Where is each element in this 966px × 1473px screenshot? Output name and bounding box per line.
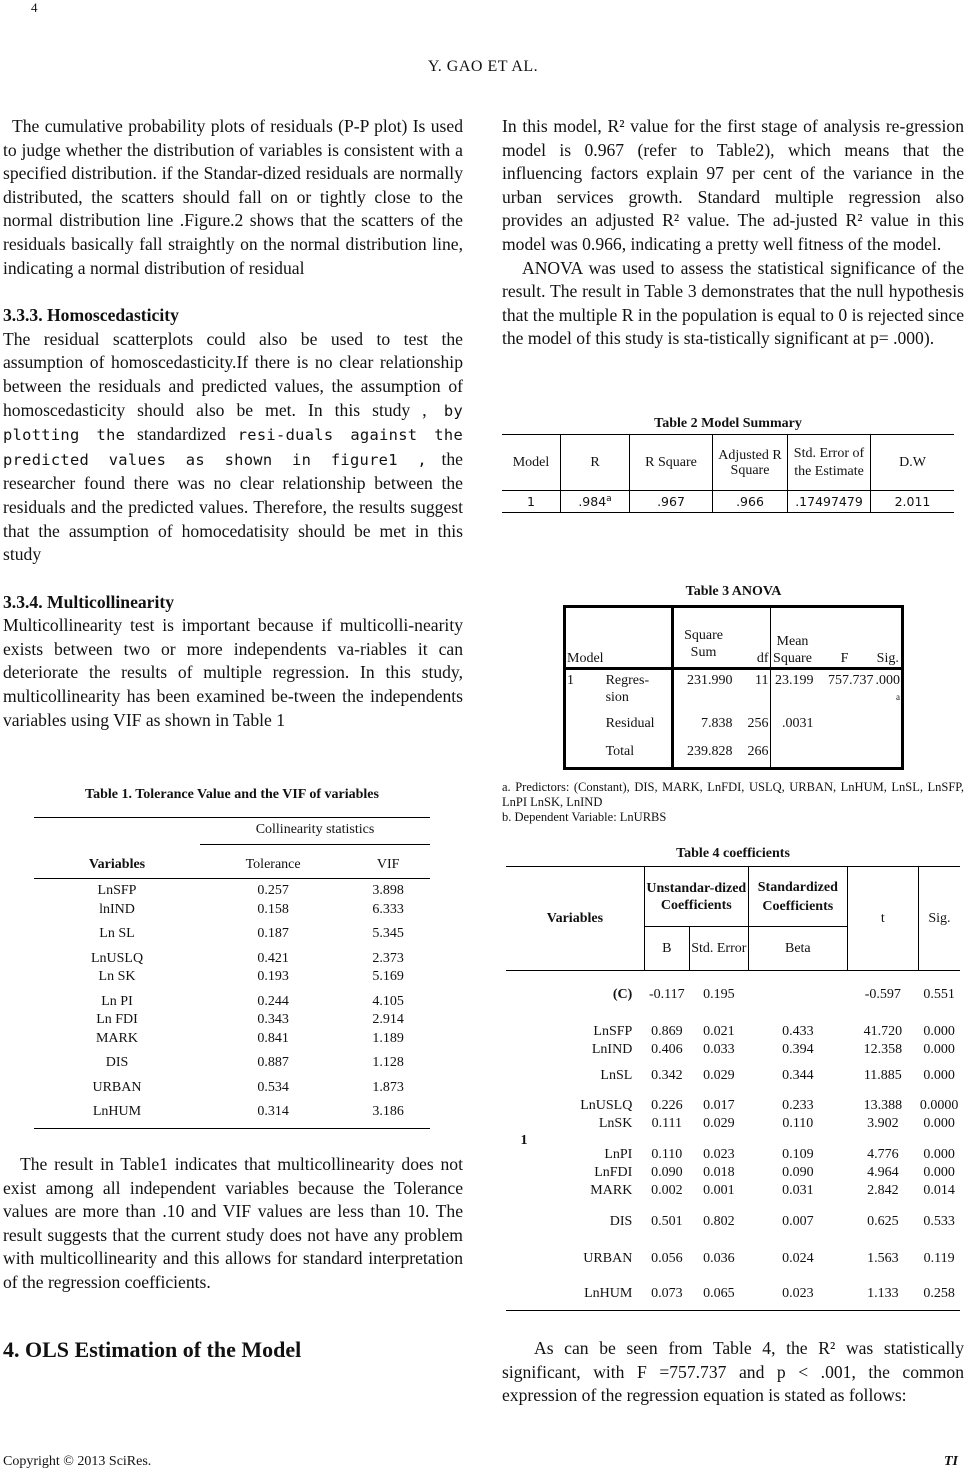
t1-var: URBAN (92, 1079, 142, 1095)
t3-r1-model: 1 (567, 673, 574, 688)
table4-row (506, 1141, 960, 1205)
table1-tolerance-vif (34, 817, 430, 1129)
t4-sig: 0.258 (923, 1286, 955, 1302)
t4-sig: 0.533 (923, 1213, 955, 1229)
paragraph-anova: ANOVA was used to assess the statistical significance of the result. The result in Table 3 demonstrates that the null hypothesis that the multiple R in the population is equal to 0 is rejected since the model of this study is sta-tistically significant at p= .000). (502, 257, 964, 349)
t3-r2-mean: .0031 (770, 715, 814, 743)
t1-var: lnIND (99, 901, 135, 917)
t4-h-unstd: Unstandar-dized Coefficients (644, 867, 748, 927)
t1-tol: 0.314 (257, 1104, 289, 1119)
homosc-text-d: resi-duals against the predicted values as shown in figure1 , (3, 426, 464, 469)
t4-h-se: Std. Error (689, 927, 748, 971)
t2-r: .984 (578, 494, 607, 510)
t4-var: LnPI LnFDI MARK (590, 1146, 633, 1198)
homosc-text-e: the researcher found there was no clear relationship between the residuals and the predicted values. Therefore, the results suggest that the assumption of homocedatisity should be met in this study (3, 448, 463, 565)
t4-beta: 0.233 0.110 (782, 1097, 814, 1131)
paragraph-homoscedasticity (3, 328, 463, 567)
t4-b: 0.501 (651, 1213, 683, 1229)
t4-model: 1 (520, 1132, 528, 1148)
table1-row (34, 987, 430, 1049)
t4-sig: 0.0000 0.000 (919, 1097, 959, 1131)
t1-var: MARK (95, 1030, 138, 1046)
t4-b: 0.056 (651, 1250, 683, 1266)
table1-row (34, 879, 430, 920)
t4-beta: 0.344 (782, 1067, 814, 1083)
t2-h-adj: Adjusted R Square (713, 435, 788, 491)
table4-row (506, 1279, 960, 1311)
t4-b: -0.117 (648, 986, 685, 1002)
table4-row (506, 1205, 960, 1239)
t1-tol: 0.257 (257, 883, 289, 898)
running-header: Y. GAO ET AL. (427, 58, 539, 75)
t4-se: 0.036 (703, 1250, 735, 1266)
t3-r2-label: Residual (605, 715, 655, 731)
t1-var: Ln SK (98, 969, 136, 984)
left-column (3, 115, 463, 732)
section-heading-ols: 4. OLS Estimation of the Model (3, 1337, 302, 1362)
t1-vif: 4.105 (372, 993, 404, 1009)
t1-tol: 0.841 (257, 1030, 289, 1046)
table3-anova (563, 605, 904, 770)
t3-r2-df: 256 (747, 715, 769, 731)
t4-h-beta: Beta (748, 927, 847, 971)
table4-row (506, 971, 960, 1019)
t4-t: 0.625 (867, 1213, 899, 1229)
paragraph-r-square: In this model, R² value for the first stage of analysis re-gression model is 0.967 (refer to Table2), which means that the influencing factors explain 97 per cent of the variance in the urban services growth. Standard multiple regression also provides an adjusted R² value. The ad-justed R² value in this model was 0.966, indicating a pretty well fitness of the model. (502, 116, 964, 254)
table3-note-b: b. Dependent Variable: LnURBS (502, 810, 667, 824)
t4-t: 11.885 (863, 1067, 902, 1083)
paragraph-multicollinearity: Multicollinearity test is important because if multicolli-nearity exists between two or more independents va-riables it can deteriorate the results of multiple regression. In this study, multicollinearity has been examined be-tween the independents variables using VIF as shown in Table 1 (3, 615, 463, 730)
t3-r3-df: 266 (747, 743, 769, 759)
t1-tol: 0.534 (257, 1079, 289, 1095)
table2-model-summary (502, 434, 954, 513)
t4-var: DIS (609, 1213, 633, 1229)
t1-tol: 0.887 (257, 1055, 289, 1070)
t4-se: 0.017 0.029 (703, 1097, 735, 1131)
t4-beta: 0.023 (782, 1286, 814, 1302)
t3-r3-label: Total (605, 743, 635, 759)
t3-h-f: F (840, 651, 849, 666)
heading-multicollinearity: 3.3.4. Multicollinearity (3, 591, 175, 612)
left-column-lower (3, 1153, 463, 1295)
paragraph-regression-equation: As can be seen from Table 4, the R² was statistically significant, with F =757.737 and p < .001, the common expression of the regression equation is stated as follows: (502, 1338, 964, 1406)
table4-caption: Table 4 coefficients (676, 846, 790, 861)
t4-se: 0.021 0.033 (703, 1023, 735, 1057)
t1-tol: 0.343 (257, 1012, 289, 1027)
t4-t: 4.776 4.964 2.842 (867, 1146, 899, 1198)
t2-h-r: R (561, 435, 630, 491)
t1-var: Ln SL (99, 926, 135, 941)
t3-h-model: Model (567, 651, 604, 666)
t1-var: LnHUM (92, 1104, 142, 1119)
right-column-lower (502, 1337, 964, 1408)
t3-h-sig: Sig. (876, 651, 899, 666)
t1-vif: 6.333 (372, 901, 404, 917)
table4-row (506, 1089, 960, 1141)
t4-se: 0.023 0.018 0.001 (703, 1146, 735, 1198)
t4-sig: 0.000 0.000 (923, 1023, 955, 1057)
table3-note-a: a. Predictors: (Constant), DIS, MARK, LnFDI, USLQ, URBAN, LnHUM, LnSL, LnSFP, LnPI LnSK, LnIND (502, 780, 964, 809)
t1-vif: 3.186 (372, 1104, 404, 1119)
t1-vif: 1.128 (372, 1055, 404, 1070)
t4-sig: 0.000 (923, 1067, 955, 1083)
t4-b: 0.869 0.406 (651, 1023, 683, 1057)
table1-row (34, 1097, 430, 1128)
table1-col-variables: Variables (34, 844, 200, 879)
t4-se: 0.029 (703, 1067, 735, 1083)
table3-caption: Table 3 ANOVA (685, 584, 782, 599)
t4-var: URBAN (583, 1250, 633, 1266)
t4-beta: 0.109 0.090 0.031 (782, 1146, 814, 1198)
t3-r1-sig-sup: a (896, 692, 900, 702)
t2-dw: 2.011 (871, 491, 955, 513)
table4-row (506, 1239, 960, 1279)
t1-var: LnUSLQ (90, 950, 144, 966)
t3-r3-sum: 239.828 (672, 743, 733, 769)
t1-tol: 0.158 (257, 901, 289, 917)
table1-col-tolerance: Tolerance (200, 844, 346, 879)
page-number: 4 (31, 0, 38, 15)
t2-h-dw: D.W (871, 435, 955, 491)
t1-var: LnSFP (97, 883, 137, 898)
homosc-text-c: standardized (125, 424, 238, 445)
right-column (502, 115, 964, 351)
table1-col-vif: VIF (346, 844, 430, 879)
t4-sig: 0.551 (923, 986, 955, 1002)
t3-r1-sum: 231.990 (672, 669, 733, 715)
t4-t: 1.563 (867, 1250, 899, 1266)
footer-journal: TI (944, 1454, 958, 1469)
table1-row (34, 1073, 430, 1098)
table1-row (34, 1048, 430, 1073)
t3-h-sum: Square Sum (672, 607, 733, 669)
table4-row (506, 1063, 960, 1089)
t3-h-df: df (756, 651, 769, 666)
t3-h-mean: Mean Square (770, 607, 814, 669)
t1-vif: 2.373 (372, 950, 404, 966)
t4-var: LnSFP LnIND (591, 1023, 633, 1057)
t2-h-rsq: R Square (630, 435, 713, 491)
table1-group-header: Collinearity statistics (200, 818, 430, 845)
t4-var: LnUSLQ LnSK (580, 1097, 633, 1131)
t1-vif: 2.914 (372, 1012, 404, 1027)
t4-var: (C) (612, 986, 633, 1002)
table4-row (506, 1019, 960, 1063)
t4-t: 41.720 12.358 (863, 1023, 903, 1057)
t4-t: -0.597 (864, 986, 901, 1002)
t2-h-model: Model (512, 454, 550, 470)
t1-vif: 3.898 (372, 883, 404, 898)
t3-r1-mean: 23.199 (770, 669, 814, 715)
t2-h-se: Std. Error of the Estimate (788, 435, 871, 491)
t4-h-std: Standardized Coefficients (748, 867, 847, 927)
table1-row (34, 919, 430, 944)
t3-r1-f: 757.737 (828, 673, 874, 688)
paragraph-table1-result: The result in Table1 indicates that multicollinearity does not exist among all independent variables because the Tolerance values are more than .10 and VIF values are less than 10. The result suggests that the current study does not have any problem with multicollinearity and this allows for standard interpretation of the regression coefficients. (3, 1154, 463, 1292)
t1-var: Ln FDI (96, 1012, 138, 1027)
t2-r-sup: a (606, 493, 612, 504)
t4-beta (748, 971, 847, 1019)
t3-r1-label: Regres-sion (605, 673, 650, 705)
t1-vif: 1.189 (372, 1030, 404, 1046)
table1-caption: Table 1. Tolerance Value and the VIF of variables (85, 787, 379, 802)
t4-b: 0.342 (651, 1067, 683, 1083)
t4-var: LnHUM (584, 1286, 633, 1302)
t3-r1-df: 11 (755, 673, 769, 688)
t4-se: 0.802 (703, 1213, 735, 1229)
t3-r2-sum: 7.838 (672, 715, 733, 743)
t4-b: 0.110 0.090 0.002 (651, 1146, 683, 1198)
table1-row (34, 944, 430, 987)
t2-se: .17497479 (788, 491, 871, 513)
t4-h-t: t (847, 867, 918, 971)
t4-beta: 0.024 (782, 1250, 814, 1266)
t4-t: 1.133 (867, 1286, 899, 1302)
homosc-text-b: by plotting the (3, 401, 464, 445)
t1-tol: 0.421 (257, 950, 289, 966)
heading-homoscedasticity: 3.3.3. Homoscedasticity (3, 305, 179, 326)
paragraph-pp-plot: The cumulative probability plots of residuals (P-P plot) Is used to judge whether the distribution of variables is consistent with a specified distribution. if the Standar-dized residuals are normally distributed, the scatters should fall on or tightly close to the normal distribution line .Figure.2 shows that the scatters of the residuals basically fall straightly on the normal distribution line, indicating a normal distribution of residual (3, 116, 463, 278)
t1-vif: 1.873 (372, 1079, 404, 1095)
t4-b: 0.073 (651, 1286, 683, 1302)
footer-copyright: Copyright © 2013 SciRes. (3, 1454, 152, 1469)
table2-caption: Table 2 Model Summary (654, 416, 802, 431)
homosc-text-a: The residual scatterplots could also be used to test the assumption of homoscedasticity.If there is no clear relationship between the residuals and predicted values, the assumption of homoscedasticity should also be met. In this study , (3, 328, 463, 420)
t2-model: 1 (527, 494, 535, 509)
t4-t: 13.388 3.902 (863, 1097, 903, 1131)
t1-var: Ln PI (101, 993, 133, 1009)
t4-se: 0.065 (703, 1286, 735, 1302)
t4-h-sig: Sig. (918, 867, 960, 971)
t4-var: LnSL (600, 1067, 633, 1083)
t2-adj: .966 (713, 491, 788, 513)
t1-tol: 0.244 (257, 993, 289, 1009)
t4-sig: 0.119 (923, 1250, 955, 1266)
t1-var: DIS (105, 1055, 129, 1070)
t4-h-b: B (644, 927, 689, 971)
t4-beta: 0.433 0.394 (782, 1023, 814, 1057)
table4-coefficients (506, 866, 960, 1311)
t1-tol: 0.193 (257, 969, 289, 984)
t4-beta: 0.007 (782, 1213, 814, 1229)
t4-se: 0.195 (703, 986, 735, 1002)
t4-b: 0.226 0.111 (651, 1097, 683, 1131)
t1-tol: 0.187 (257, 926, 289, 941)
t3-r1-sig: .000 (875, 673, 900, 688)
t1-vif: 5.169 (372, 969, 404, 984)
t4-h-variables: Variables (546, 910, 604, 926)
t2-rsq: .967 (630, 491, 713, 513)
t1-vif: 5.345 (372, 926, 404, 941)
t4-sig: 0.000 0.000 0.014 (923, 1146, 955, 1198)
